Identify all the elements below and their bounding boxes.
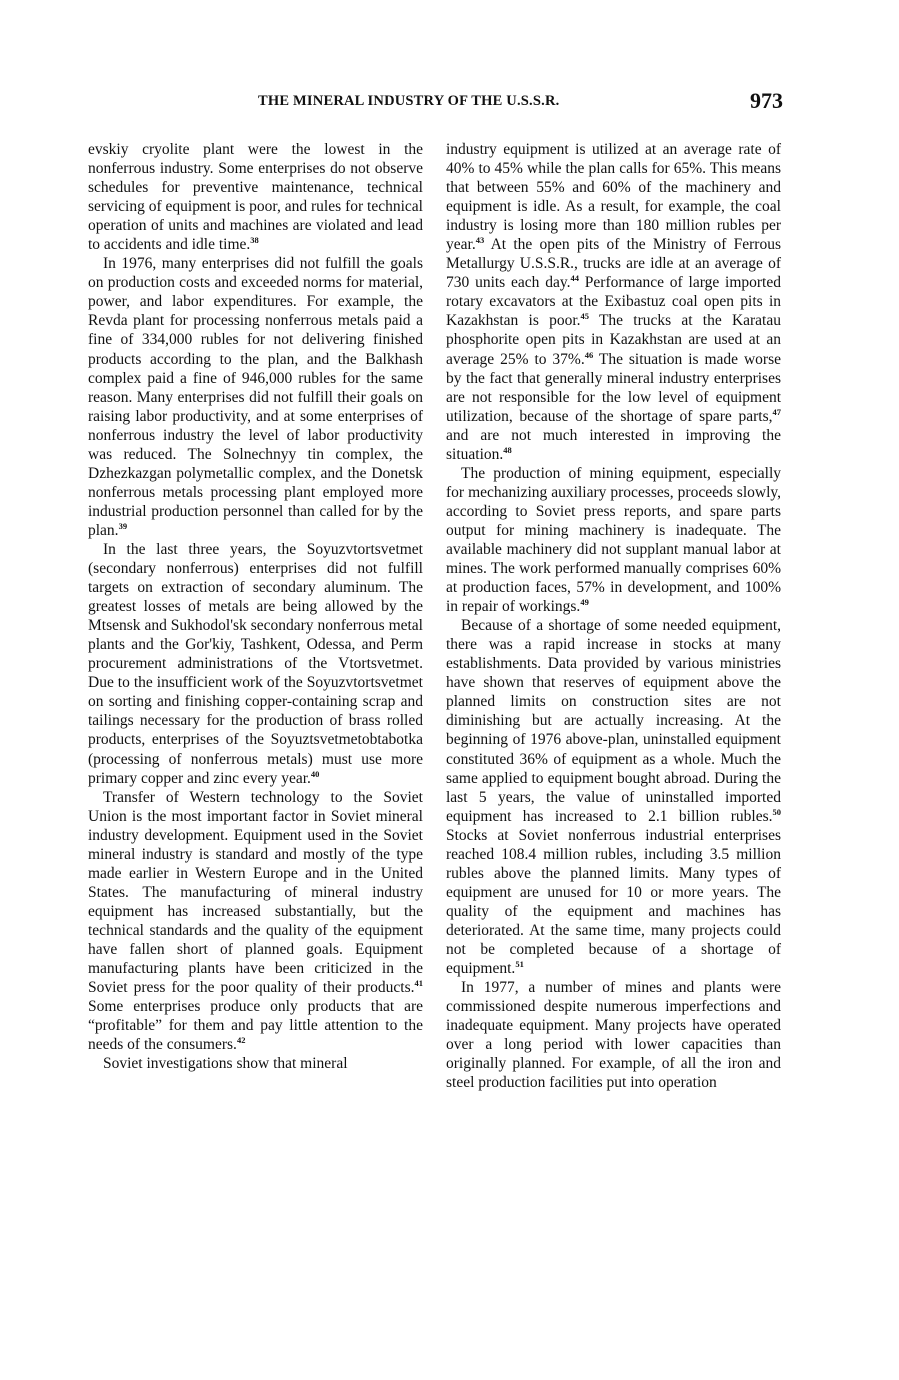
body-paragraph xyxy=(446,464,781,616)
body-paragraph xyxy=(446,616,781,978)
footnote-reference: 47 xyxy=(772,406,781,417)
footnote-reference: 43 xyxy=(475,235,485,246)
left-column xyxy=(88,140,423,1073)
footnote-reference: 44 xyxy=(570,273,579,284)
body-paragraph xyxy=(446,978,781,1092)
footnote-reference: 46 xyxy=(584,349,594,360)
body-paragraph xyxy=(88,140,423,254)
paragraph-text: evskiy cryolite plant were the lowest in the nonferrous industry. Some enterprises do not observe schedules for preventive maintenance, technical servicing of equipment is poor, and rules for technical operation of units and machines are violated and lead to accidents and idle time. xyxy=(88,141,423,254)
paragraph-text: In the last three years, the Soyuzvtortsvetmet (secondary nonferrous) enterprises did not fulfill targets on extraction of secondary aluminum. The greatest losses of metals are being allowed by the Mtsensk and Sukhodol'sk secondary nonferrous metal plants and the Gor'kiy, Tashkent, Odessa, and Perm procurement administrations of the Vtortsvetmet. Due to the insufficient work of the Soyuzvtortsvetmet on sorting and finishing copper-containing scrap and tailings necessary for the production of brass rolled products, enterprises of the Soyuztsvetmetobtabotka (processing of nonferrous metals) must use more primary copper and zinc every year. xyxy=(88,540,423,787)
paragraph-text: Transfer of Western technology to the Soviet Union is the most important factor in Soviet mineral industry development. Equipment used in the Soviet mineral industry is standard and mostly of the type made earlier in Western Europe and in the United States. The manufacturing of mineral industry equipment has increased substantially, but the technical standards and the quality of the equipment have fallen short of planned goals. Equipment manufacturing plants have been criticized in the Soviet press for the poor quality of their products. xyxy=(88,788,423,997)
paragraph-text: Stocks at Soviet nonferrous industrial enterprises reached 108.4 million rubles, including 3.5 million rubles above the planned limits. Many types of equipment are unused for 10 or more years. The quality of the equipment and machines has deteriorated. At the same time, many projects could not be completed because of a shortage of equipment. xyxy=(446,826,781,978)
paragraph-text: industry equipment is utilized at an average rate of 40% to 45% while the plan calls for 65%. This means that between 55% and 60% of the machinery and equipment is idle. As a result, for example, the coal industry is losing more than 180 million rubles per year. xyxy=(446,141,781,254)
paragraph-text: Performance of large imported rotary excavators at the Exibastuz coal open pits in Kazakhstan is poor. xyxy=(446,274,781,330)
paragraph-text: Some enterprises produce only products that are “profitable” for them and pay little attention to the needs of the consumers. xyxy=(88,998,423,1054)
footnote-reference: 41 xyxy=(414,977,423,988)
running-title: THE MINERAL INDUSTRY OF THE U.S.S.R. xyxy=(258,93,560,109)
paragraph-text: At the open pits of the Ministry of Ferrous Metallurgy U.S.S.R., trucks are idle at an average of 730 units each day. xyxy=(446,236,781,292)
paragraph-text: and are not much interested in improving the situation. xyxy=(446,426,781,463)
page-number: 973 xyxy=(750,88,783,113)
footnote-reference: 39 xyxy=(118,520,128,531)
footnote-reference: 40 xyxy=(310,768,320,779)
footnote-reference: 38 xyxy=(250,235,259,246)
body-paragraph xyxy=(88,1054,423,1073)
footnote-reference: 51 xyxy=(515,958,524,969)
paragraph-text: The production of mining equipment, especially for mechanizing auxiliary processes, proceeds slowly, according to Soviet press reports, and spare parts output for mining machinery is inadequate. The available machinery did not supplant manual labor at mines. The work performed manually comprises 60% at production faces, 57% in development, and 100% in repair of workings. xyxy=(446,464,781,616)
footnote-reference: 42 xyxy=(236,1035,246,1046)
body-paragraph xyxy=(446,140,781,464)
body-paragraph xyxy=(88,254,423,540)
paragraph-text: Because of a shortage of some needed equipment, there was a rapid increase in stocks at many establishments. Data provided by various ministries have shown that reserves of equipment above the planned limits on construction sites are not diminishing but are actually increasing. At the beginning of 1976 above-plan, uninstalled equipment constituted 36% of equipment as a whole. Much the same applied to equipment bought abroad. During the last 5 years, the value of uninstalled imported equipment has increased to 2.1 billion rubles. xyxy=(446,617,781,825)
footnote-reference: 45 xyxy=(580,311,590,322)
body-paragraph xyxy=(88,788,423,1055)
footnote-reference: 49 xyxy=(580,596,589,607)
body-paragraph xyxy=(88,540,423,788)
footnote-reference: 50 xyxy=(772,806,781,817)
paragraph-text: The situation is made worse by the fact that generally mineral industry enterprises are not responsible for the low level of equipment utilization, because of the shortage of spare parts, xyxy=(446,350,781,425)
paragraph-text: Soviet investigations show that mineral xyxy=(103,1055,348,1073)
paragraph-text: In 1977, a number of mines and plants were commissioned despite numerous imperfections and inadequate equipment. Many projects have operated over a long period with lower capacities than originally planned. For example, of all the iron and steel production facilities put into operation xyxy=(446,979,781,1092)
paragraph-text: The trucks at the Karatau phosphorite open pits in Kazakhstan are used at an average 25% to 37%. xyxy=(446,312,781,368)
paragraph-text: In 1976, many enterprises did not fulfill the goals on production costs and exceeded norms for material, power, and labor expenditures. For example, the Revda plant for processing nonferrous metals paid a fine of 334,000 rubles for not delivering finished products according to the plan, and the Balkhash complex paid a fine of 946,000 rubles for the same reason. Many enterprises did not fulfill their goals on raising labor productivity, and at some enterprises of nonferrous industry the level of labor productivity was reduced. The Solnechnyy tin complex, the Dzhezkazgan polymetallic complex, and the Donetsk nonferrous metals processing plant employed more industrial production personnel than called for by the plan. xyxy=(88,255,423,539)
right-column xyxy=(446,140,781,1092)
footnote-reference: 48 xyxy=(503,444,512,455)
